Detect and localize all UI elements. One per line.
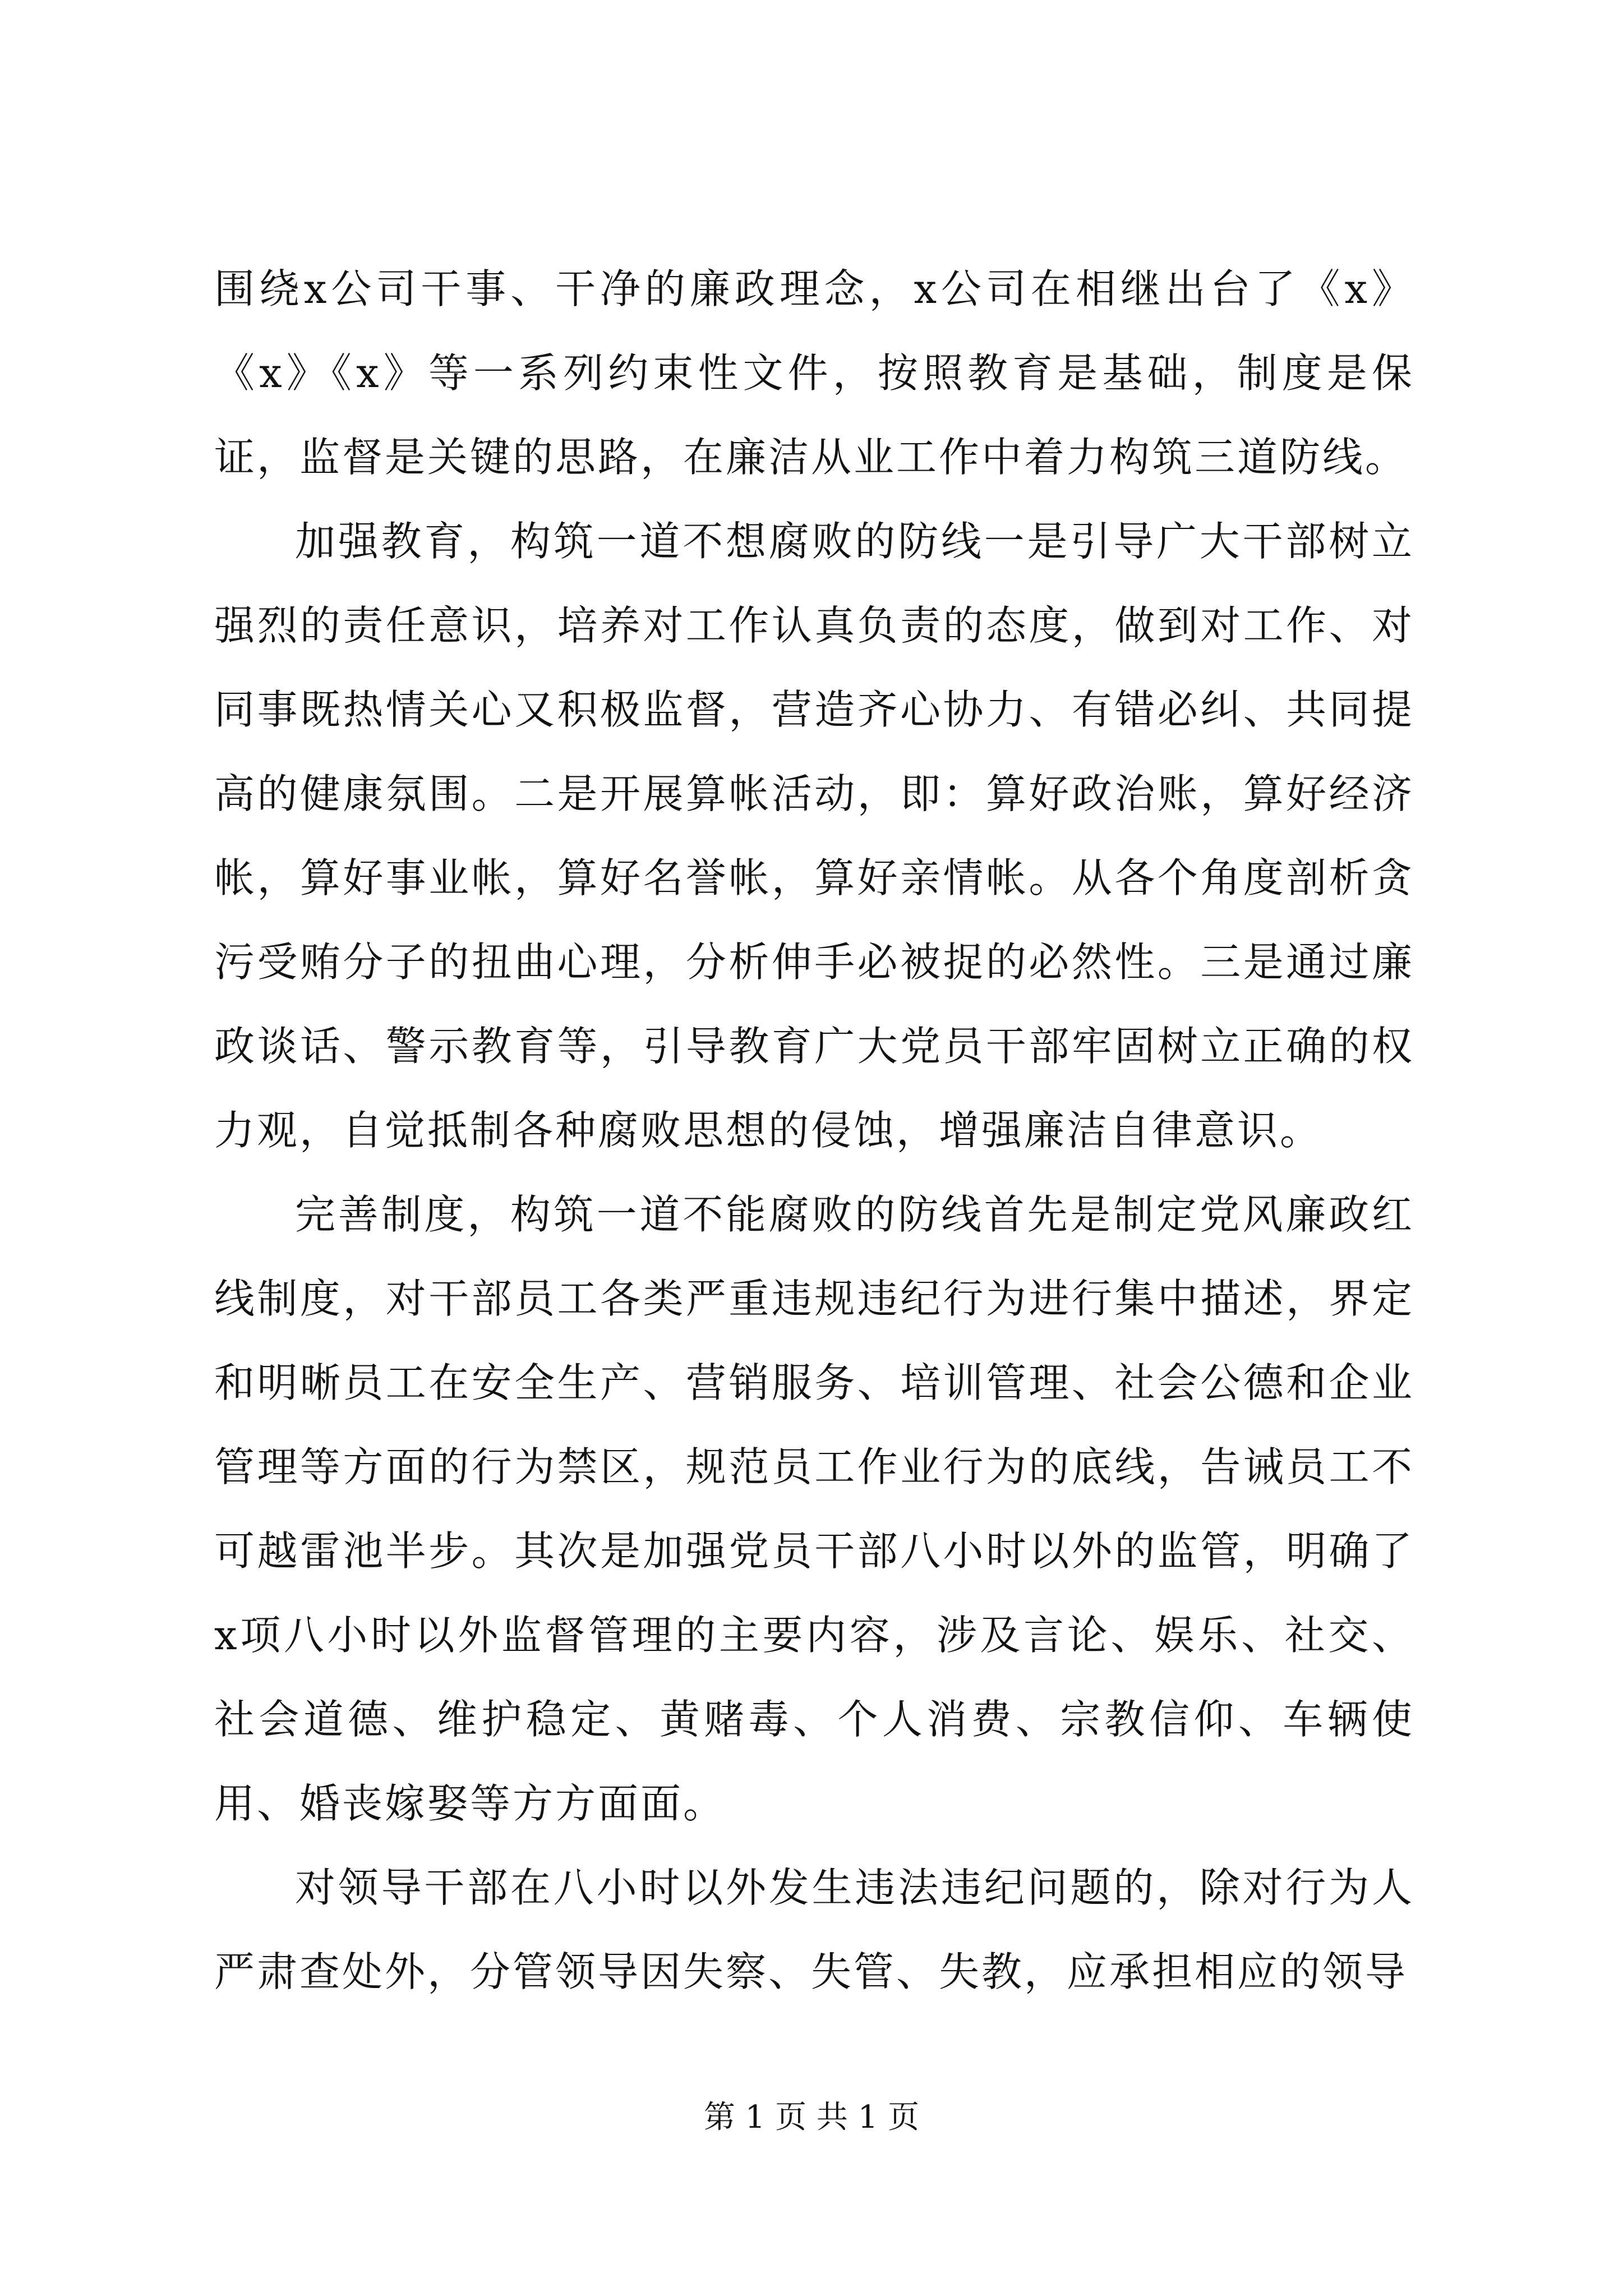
paragraph-3: 完善制度，构筑一道不能腐败的防线首先是制定党风廉政红线制度，对干部员工各类严重违规违纪行为进行集中描述，界定和明晰员工在安全生产、营销服务、培训管理、社会公德和企业管理等方面的行为禁区，规范员工作业行为的底线，告诫员工不可越雷池半步。其次是加强党员干部八小时以外的监管，明确了x项八小时以外监督管理的主要内容，涉及言论、娱乐、社交、社会道德、维护稳定、黄赌毒、个人消费、宗教信仰、车辆使用、婚丧嫁娶等方方面面。 xyxy=(214,1191,1414,1827)
document-body xyxy=(214,247,1414,2014)
page-number-footer: 第 1 页 共 1 页 xyxy=(703,2099,920,2136)
paragraph-4: 对领导干部在八小时以外发生违法违纪问题的，除对行为人严肃查处外，分管领导因失察、失管、失教，应承担相应的领导 xyxy=(214,1864,1414,1995)
paragraph-1: 围绕x公司干事、干净的廉政理念，x公司在相继出台了《x》《x》《x》等一系列约束性文件，按照教育是基础，制度是保证，监督是关键的思路，在廉洁从业工作中着力构筑三道防线。 xyxy=(214,265,1414,481)
paragraph-2: 加强教育，构筑一道不想腐败的防线一是引导广大干部树立强烈的责任意识，培养对工作认真负责的态度，做到对工作、对同事既热情关心又积极监督，营造齐心协力、有错必纠、共同提高的健康氛围。二是开展算帐活动，即：算好政治账，算好经济帐，算好事业帐，算好名誉帐，算好亲情帐。从各个角度剖析贪污受贿分子的扭曲心理，分析伸手必被捉的必然性。三是通过廉政谈话、警示教育等，引导教育广大党员干部牢固树立正确的权力观，自觉抵制各种腐败思想的侵蚀，增强廉洁自律意识。 xyxy=(214,518,1414,1154)
